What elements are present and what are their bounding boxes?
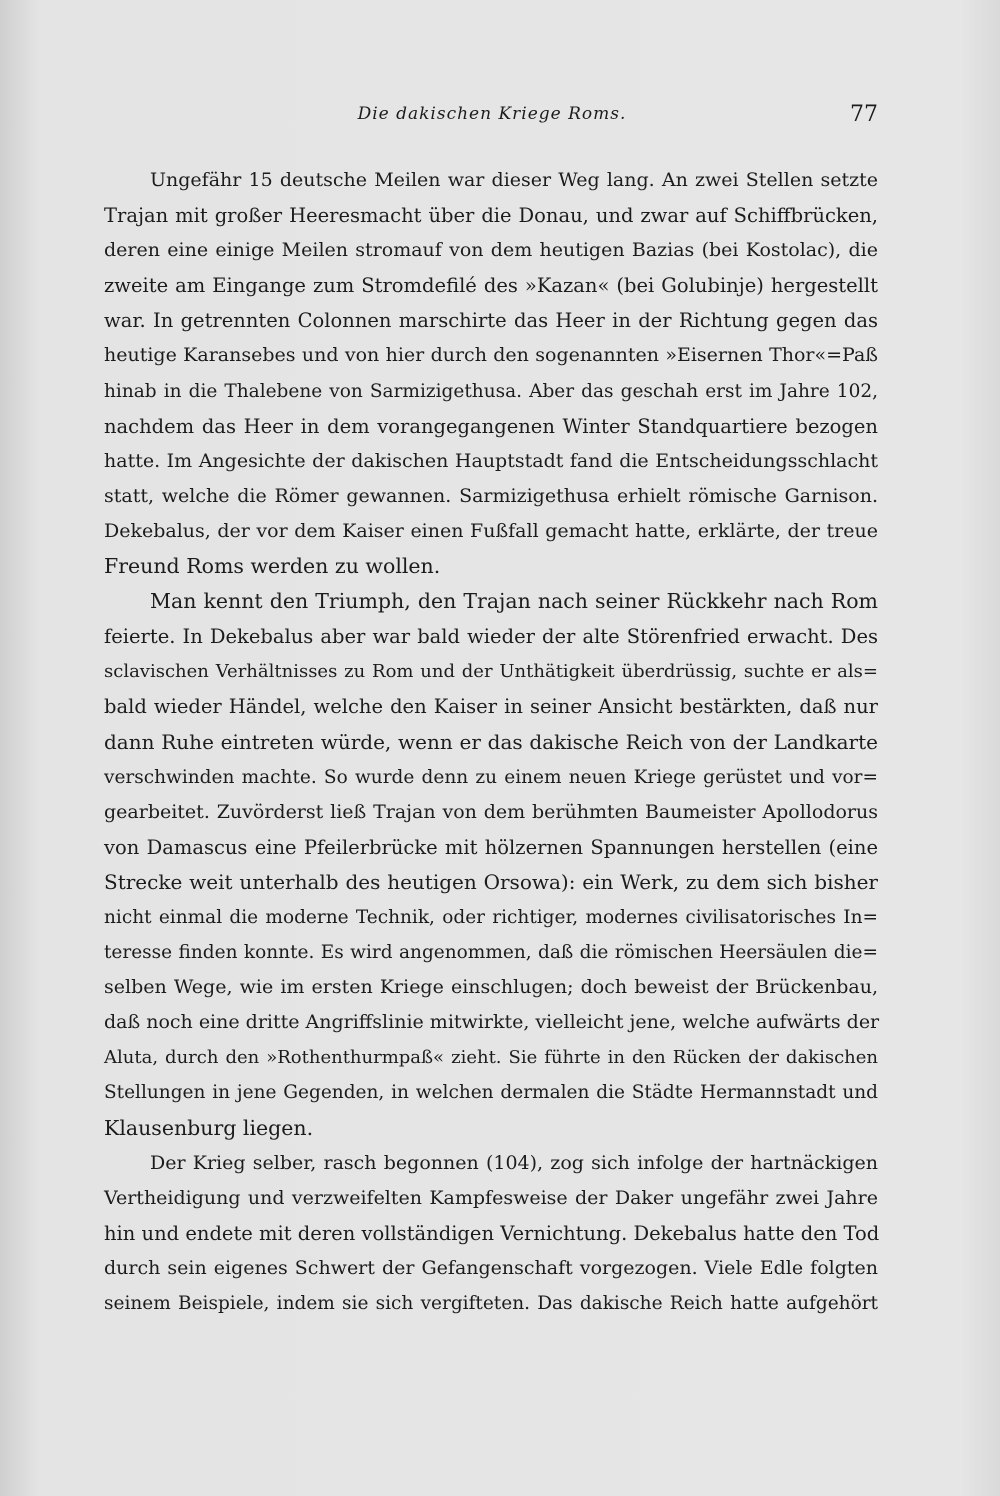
text-line: bald wieder Händel, welche den Kaiser in seiner Ansicht bestärkten, daß nur — [104, 695, 878, 719]
running-head — [106, 100, 878, 132]
text-line: hin und endete mit deren vollständigen Vernichtung. Dekebalus hatte den Tod — [104, 1221, 880, 1245]
text-line: Man kennt den Triumph, den Trajan nach seiner Rückkehr nach Rom — [150, 589, 878, 614]
text-line: Trajan mit großer Heeresmacht über die Donau, und zwar auf Schiffbrücken, — [104, 204, 878, 228]
text-line: seinem Beispiele, indem sie sich vergifteten. Das dakische Reich hatte aufgehört — [104, 1293, 878, 1314]
text-line: teresse finden konnte. Es wird angenommen, daß die römischen Heersäulen die= — [104, 942, 878, 964]
text-line: Der Krieg selber, rasch begonnen (104), zog sich infolge der hartnäckigen — [150, 1151, 878, 1174]
text-line: Freund Roms werden zu wollen. — [104, 554, 441, 579]
running-head-title: Die dakischen Kriege Roms. — [357, 104, 627, 124]
text-line: von Damascus eine Pfeilerbrücke mit hölzernen Spannungen herstellen (eine — [104, 835, 878, 859]
text-line: nicht einmal die moderne Technik, oder richtiger, modernes civilisatorisches In= — [104, 906, 878, 928]
text-line: verschwinden machte. So wurde denn zu einem neuen Kriege gerüstet und vor= — [104, 766, 878, 788]
text-line: hinab in die Thalebene von Sarmizigethusa. Aber das geschah erst im Jahre 102, — [104, 380, 878, 402]
text-line: daß noch eine dritte Angriffslinie mitwirkte, vielleicht jene, welche aufwärts der — [104, 1011, 880, 1034]
text-line: Vertheidigung und verzweifelten Kampfesweise der Daker ungefähr zwei Jahre — [104, 1186, 878, 1209]
text-line: heutige Karansebes und von hier durch den sogenannten »Eisernen Thor«=Paß — [104, 344, 878, 367]
text-line: Stellungen in jene Gegenden, in welchen dermalen die Städte Hermannstadt und — [104, 1082, 878, 1104]
text-line: sclavischen Verhältnisses zu Rom und der Unthätigkeit überdrüssig, suchte er als= — [104, 661, 878, 683]
text-line: Strecke weit unterhalb des heutigen Orsowa): ein Werk, zu dem sich bisher — [104, 869, 878, 894]
text-line: gearbeitet. Zuvörderst ließ Trajan von dem berühmten Baumeister Apollodorus — [104, 800, 878, 823]
text-line: statt, welche die Römer gewannen. Sarmizigethusa erhielt römische Garnison. — [104, 484, 878, 507]
text-line: war. In getrennten Colonnen marschirte das Heer in der Richtung gegen das — [104, 309, 878, 333]
text-line: deren eine einige Meilen stromauf von dem heutigen Bazias (bei Kostolac), die — [104, 239, 878, 262]
text-line: Ungefähr 15 deutsche Meilen war dieser Weg lang. An zwei Stellen setzte — [150, 169, 878, 191]
text-line: dann Ruhe eintreten würde, wenn er das dakische Reich von der Landkarte — [104, 729, 878, 754]
text-line: feierte. In Dekebalus aber war bald wieder der alte Störenfried erwacht. Des — [104, 625, 878, 649]
body-text — [104, 163, 878, 1321]
text-line: durch sein eigenes Schwert der Gefangenschaft vorgezogen. Viele Edle folgten — [104, 1256, 878, 1279]
page-number: 77 — [850, 102, 878, 127]
text-line: Dekebalus, der vor dem Kaiser einen Fußfall gemacht hatte, erklärte, der treue — [104, 519, 878, 542]
text-line: zweite am Eingange zum Stromdefilé des »Kazan« (bei Golubinje) hergestellt — [104, 274, 878, 298]
text-line: hatte. Im Angesichte der dakischen Hauptstadt fand die Entscheidungsschlacht — [104, 449, 878, 472]
text-line: Klausenburg liegen. — [104, 1115, 314, 1140]
text-line: selben Wege, wie im ersten Kriege einschlugen; doch beweist der Brückenbau, — [104, 976, 878, 999]
text-line: Aluta, durch den »Rothenthurmpaß« zieht. Sie führte in den Rücken der dakischen — [104, 1047, 878, 1069]
text-line: nachdem das Heer in dem vorangegangenen Winter Standquartiere bezogen — [104, 414, 878, 438]
